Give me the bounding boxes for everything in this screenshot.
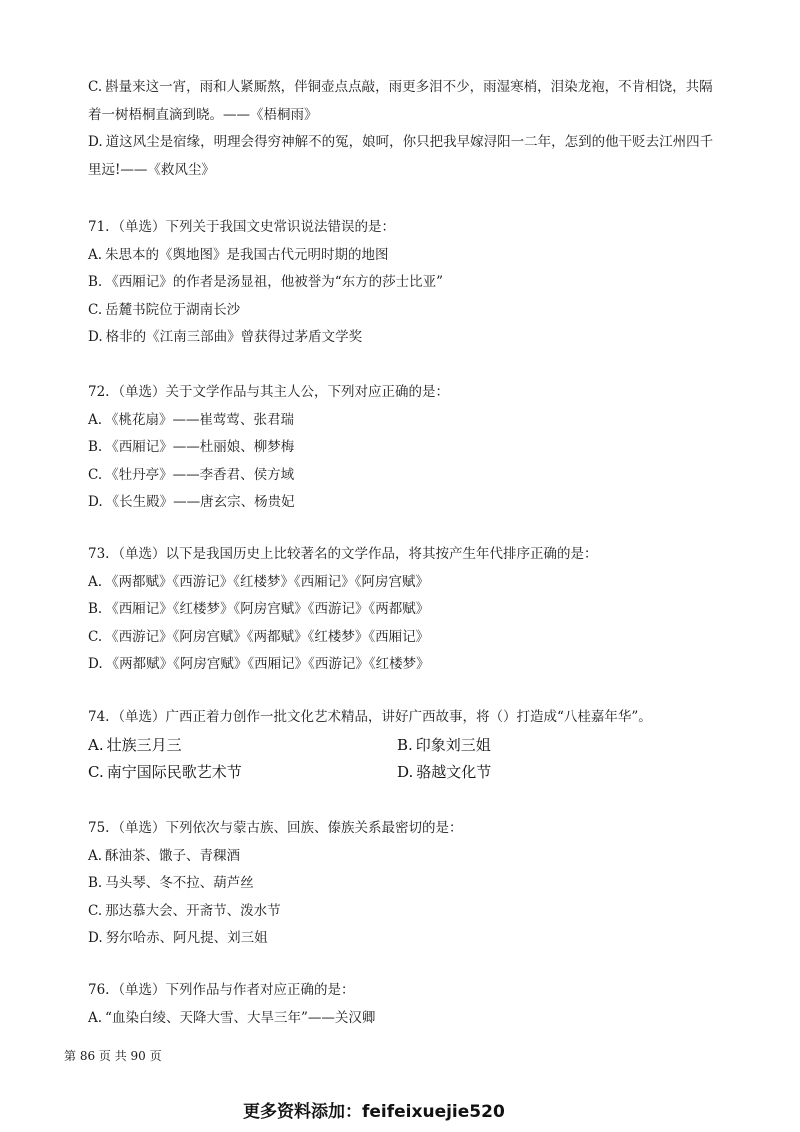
option-d	[88, 651, 738, 679]
option-text: 《西厢记》《红楼梦》《阿房宫赋》《西游记》《两都赋》	[105, 601, 430, 617]
option-d	[88, 324, 738, 352]
question-text: 广西正着力创作一批文化艺术精品，讲好广西故事，将（）打造成“八桂嘉年华”。	[165, 709, 652, 725]
question-74	[88, 704, 738, 787]
option-label: D.	[88, 656, 103, 672]
option-a	[88, 843, 738, 871]
option-c	[88, 74, 738, 102]
option-a	[88, 569, 738, 597]
option-c	[88, 462, 738, 490]
option-b	[88, 434, 738, 462]
option-label: C.	[88, 466, 103, 483]
option-label: A.	[88, 847, 103, 864]
option-label: B.	[88, 274, 103, 290]
option-b	[88, 596, 738, 624]
option-c	[88, 898, 738, 926]
question-71	[88, 214, 738, 352]
question-73	[88, 541, 738, 679]
option-text: 岳麓书院位于湖南长沙	[105, 301, 241, 318]
question-type: （单选）	[111, 820, 166, 836]
question-number: 72.	[88, 384, 110, 400]
question-number: 75.	[88, 820, 110, 836]
option-label: D.	[397, 763, 414, 781]
option-b	[88, 870, 738, 898]
question-stem	[88, 379, 738, 407]
question-stem	[88, 815, 738, 843]
promo-text: 更多资料添加：feifeixuejie520	[243, 1102, 505, 1122]
option-d	[88, 129, 738, 157]
option-text: “血染白绫、天降大雪、大旱三年”——关汉卿	[105, 1009, 376, 1026]
option-b	[88, 269, 738, 297]
question-number: 76.	[88, 982, 110, 998]
option-text: 《两都赋》《西游记》《红楼梦》《西厢记》《阿房宫赋》	[105, 573, 430, 590]
option-text: 里远!——《救风尘》	[88, 161, 215, 178]
option-text: 《牡丹亭》——李香君、侯方域	[105, 466, 295, 483]
option-label: D.	[88, 930, 103, 946]
options-row-1	[88, 732, 738, 760]
option-a	[88, 732, 182, 760]
option-text: 《西厢记》——杜丽娘、柳梦梅	[105, 439, 295, 455]
question-text: 下列关于我国文史常识说法错误的是：	[165, 219, 395, 235]
option-b	[397, 732, 491, 760]
option-label: B.	[88, 601, 103, 617]
option-text: 《两都赋》《阿房宫赋》《西厢记》《西游记》《红楼梦》	[105, 656, 430, 672]
option-label: C.	[88, 628, 103, 645]
question-number: 73.	[88, 546, 110, 562]
option-text: 印象刘三姐	[415, 735, 491, 754]
option-label: D.	[88, 494, 103, 510]
question-type: （单选）	[111, 709, 166, 725]
option-text: 那达慕大会、开斋节、泼水节	[105, 902, 281, 919]
option-a	[88, 407, 738, 435]
option-label: A.	[88, 573, 103, 590]
question-76	[88, 977, 738, 1032]
option-text: 壮族三月三	[106, 735, 182, 754]
option-a	[88, 1005, 738, 1033]
question-type: （单选）	[111, 219, 166, 235]
option-text: 着一树梧桐直滴到晓。——《梧桐雨》	[88, 106, 318, 123]
option-text: 努尔哈赤、阿凡提、刘三姐	[105, 930, 268, 946]
option-label: B.	[88, 439, 103, 455]
option-label: A.	[88, 411, 103, 428]
page-number-footer: 第 86 页 共 90 页	[64, 1049, 162, 1063]
options-row-2	[88, 759, 738, 787]
option-text: 《西游记》《阿房宫赋》《两都赋》《红楼梦》《西厢记》	[105, 628, 430, 645]
option-text: 《长生殿》——唐玄宗、杨贵妃	[105, 494, 295, 510]
option-a	[88, 242, 738, 270]
option-text: 马头琴、冬不拉、葫芦丝	[105, 875, 254, 891]
option-label: A.	[88, 1009, 103, 1026]
option-c	[88, 624, 738, 652]
option-c	[88, 297, 738, 325]
option-text: 骆越文化节	[416, 763, 492, 781]
option-text: 南宁国际民歌艺术节	[106, 763, 242, 781]
option-text: 朱思本的《舆地图》是我国古代元明时期的地图	[105, 246, 389, 263]
question-text: 关于文学作品与其主人公，下列对应正确的是：	[165, 384, 449, 400]
option-label: A.	[88, 246, 103, 263]
option-label: C.	[88, 301, 103, 318]
option-text: 格非的《江南三部曲》曾获得过茅盾文学奖	[105, 329, 363, 345]
question-type: （单选）	[111, 546, 166, 562]
question-type: （单选）	[111, 384, 166, 400]
option-d	[88, 925, 738, 953]
question-text: 以下是我国历史上比较著名的文学作品，将其按产生年代排序正确的是：	[165, 546, 598, 562]
option-label: B.	[88, 875, 103, 891]
option-text: 酥油茶、馓子、青稞酒	[105, 847, 241, 864]
question-stem	[88, 977, 738, 1005]
option-label: C.	[88, 79, 103, 95]
option-label: D.	[88, 134, 103, 150]
option-text: 道这风尘是宿缘，明理会得穷神解不的冤，娘呵，你只把我早嫁浔阳一二年，怎到的他干贬去江州四千	[105, 134, 714, 150]
option-text: 《桃花扇》——崔莺莺、张君瑞	[105, 411, 295, 428]
question-75	[88, 815, 738, 953]
option-label: D.	[88, 329, 103, 345]
option-d-continuation	[88, 157, 738, 185]
option-text: 《西厢记》的作者是汤显祖，他被誉为“东方的莎士比亚”	[105, 274, 444, 290]
question-number: 71.	[88, 219, 110, 235]
question-text: 下列依次与蒙古族、回族、傣族关系最密切的是：	[165, 820, 463, 836]
option-c	[88, 759, 242, 787]
option-d	[397, 759, 491, 787]
option-label: C.	[88, 763, 104, 781]
option-d	[88, 489, 738, 517]
question-stem	[88, 214, 738, 242]
question-text: 下列作品与作者对应正确的是：	[165, 982, 355, 998]
question-type: （单选）	[111, 982, 166, 998]
option-label: C.	[88, 902, 103, 919]
option-label: A.	[88, 735, 104, 754]
question-stem	[88, 541, 738, 569]
option-c-continuation	[88, 102, 738, 130]
option-label: B.	[397, 735, 413, 754]
option-text: 斟量来这一宵，雨和人紧厮熬，伴铜壶点点敲，雨更多泪不少，雨湿寒梢，泪染龙袍，不肯相饶，共隔	[105, 79, 713, 95]
question-72	[88, 379, 738, 517]
question-stem	[88, 704, 738, 732]
question-number: 74.	[88, 709, 110, 725]
previous-question-options	[88, 74, 738, 184]
